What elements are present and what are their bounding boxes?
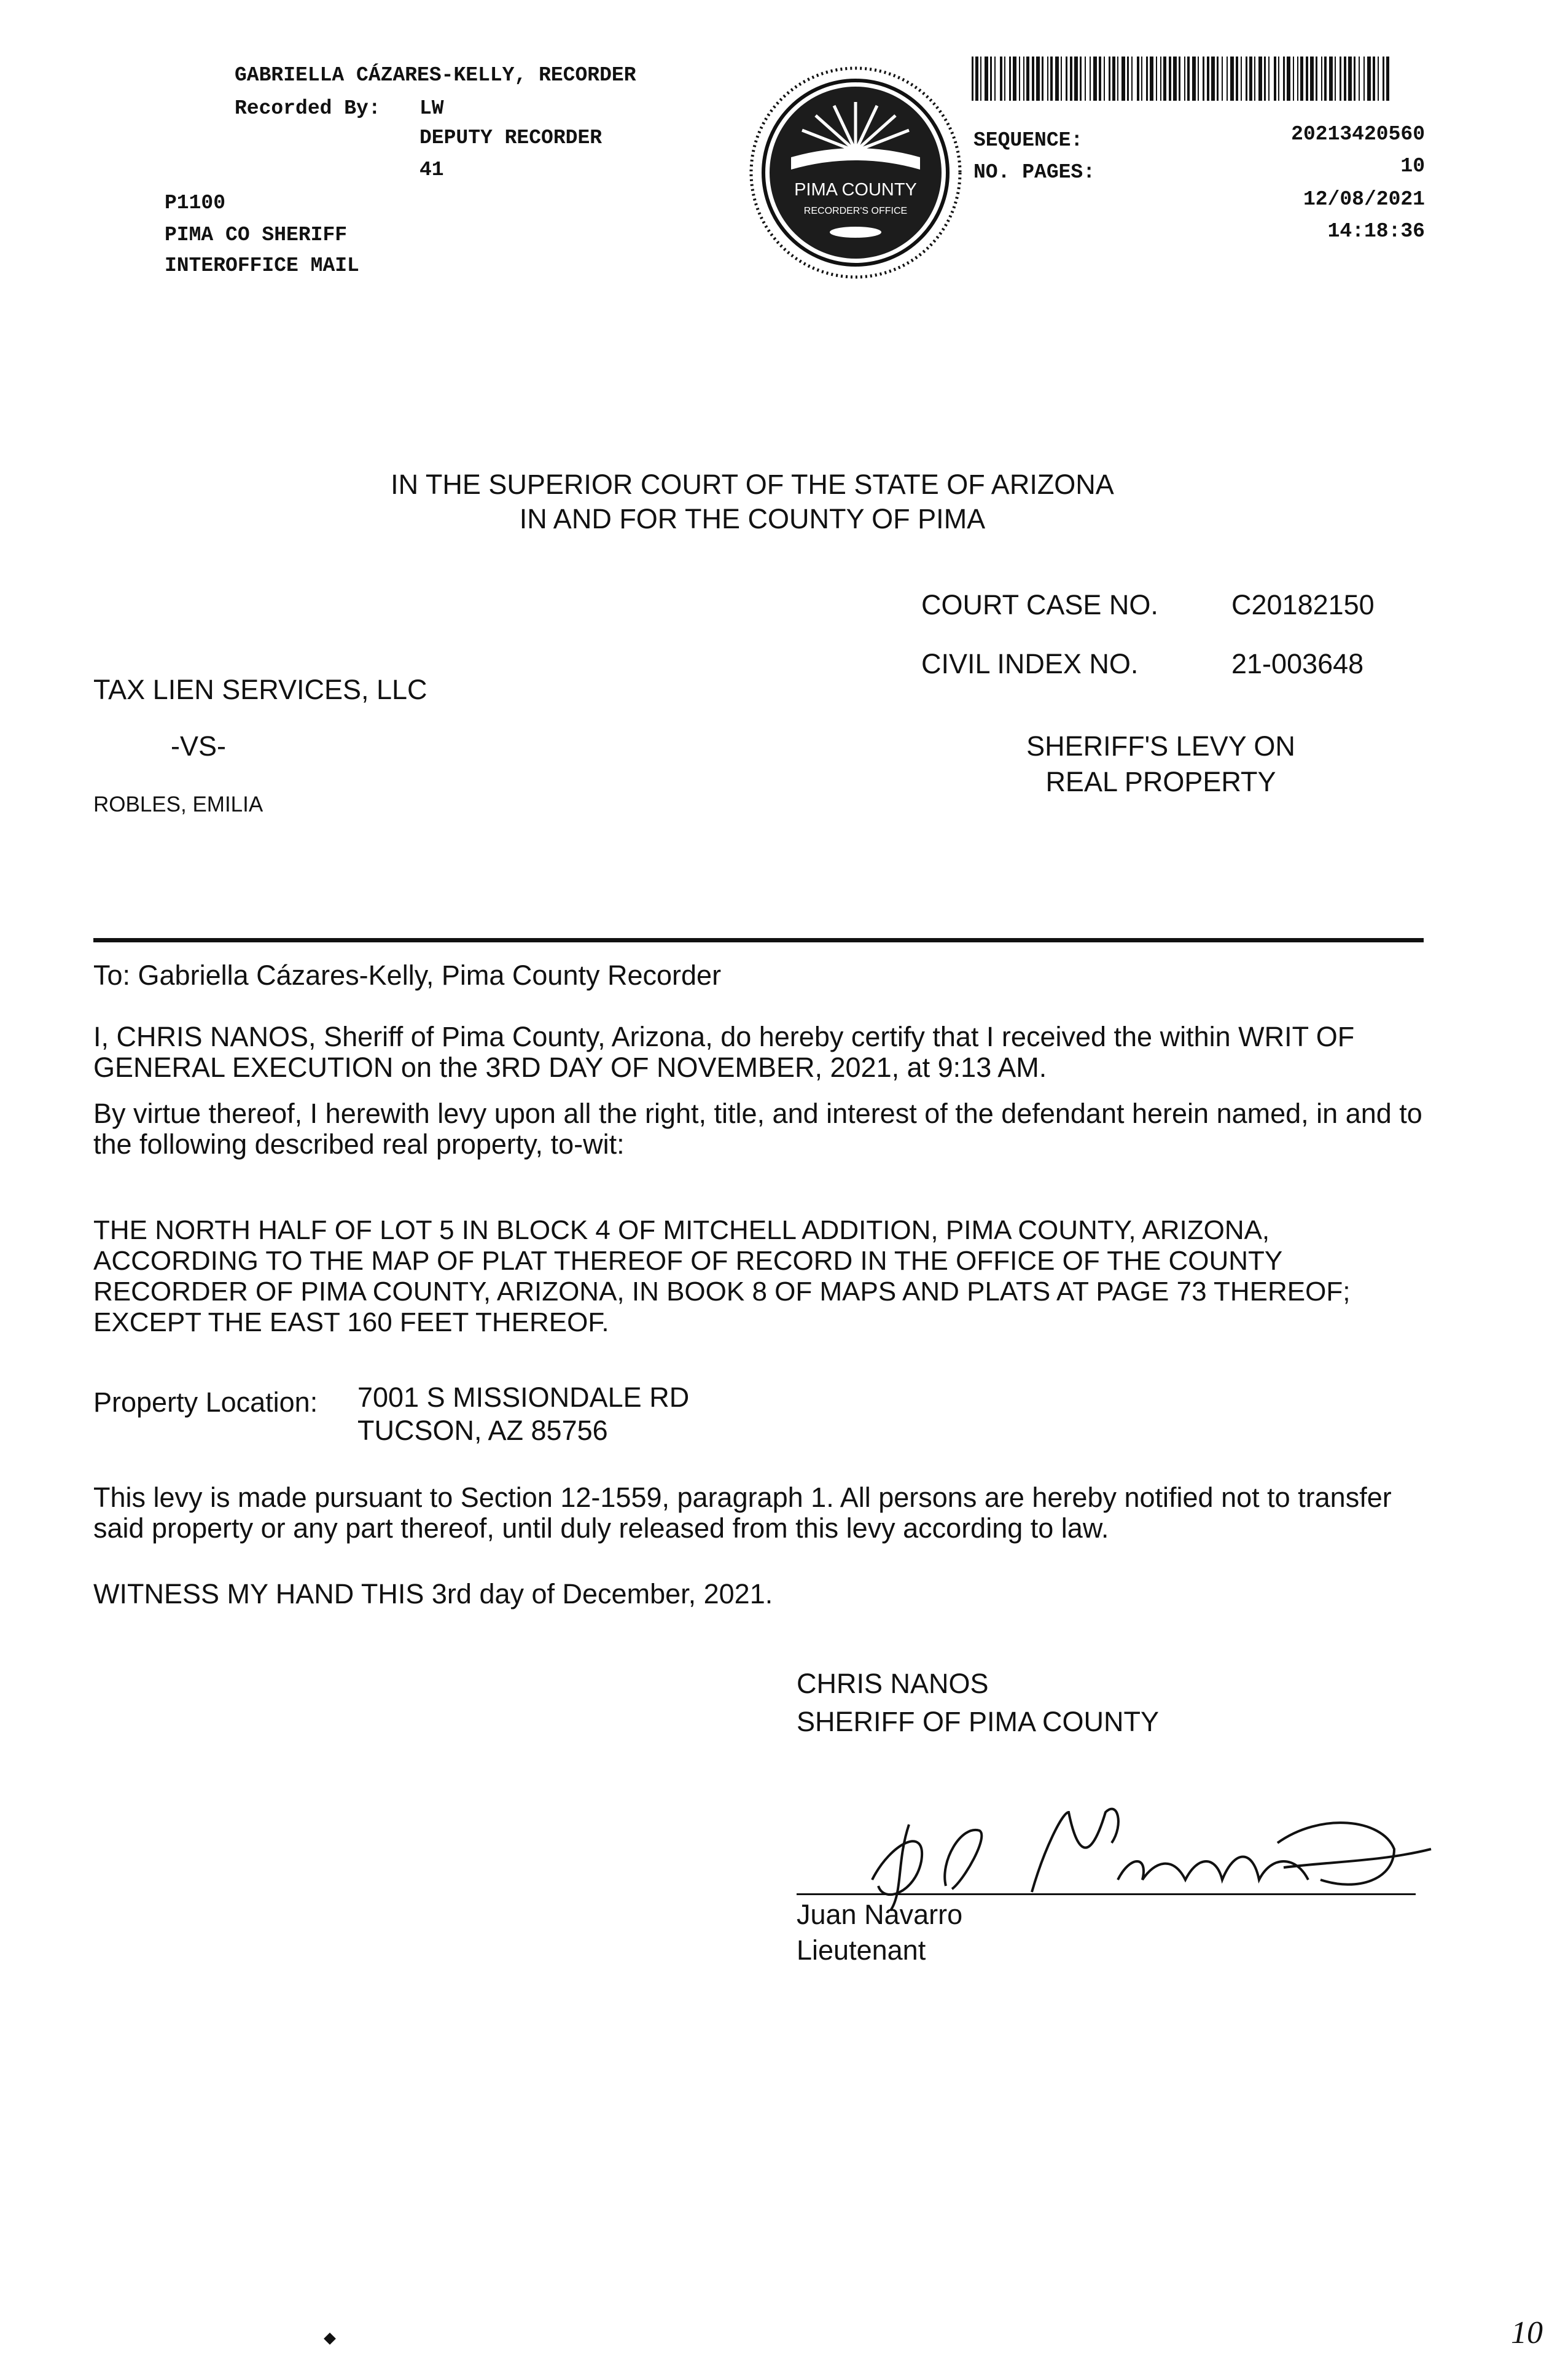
barcode-icon [972,57,1389,101]
recorder-name-line: GABRIELLA CÁZARES-KELLY, RECORDER [235,64,636,87]
certification-paragraph: I, CHRIS NANOS, Sheriff of Pima County, Arizona, do hereby certify that I received the within WRIT OF GENERAL EXECUTION on the 3RD DAY OF NOVEMBER, 2021, at 9:13 AM. [93,1021,1355,1083]
recording-date: 12/08/2021 [1303,188,1425,211]
court-name-line1: IN THE SUPERIOR COURT OF THE STATE OF ARIZONA [391,469,1114,500]
page-mark: 10 [1511,2315,1543,2350]
levy-paragraph: By virtue thereof, I herewith levy upon all the right, title, and interest of the defendant herein named, in and to the following described real property, to-wit: [93,1098,1422,1160]
sequence-label: SEQUENCE: [973,129,1083,152]
signer-title: Lieutenant [797,1934,926,1966]
property-location-label: Property Location: [93,1386,318,1418]
recorder-seal [748,65,963,280]
mark-dot-icon [324,2333,336,2345]
sequence-value: 20213420560 [1291,123,1425,146]
agency-line: PIMA CO SHERIFF [165,224,348,246]
civil-index-value: 21-003648 [1231,648,1364,679]
court-case-label: COURT CASE NO. [921,589,1158,620]
document-title-line2: REAL PROPERTY [1045,766,1276,797]
court-name-line2: IN AND FOR THE COUNTY OF PIMA [519,503,986,534]
deputy-recorder: DEPUTY RECORDER [419,127,603,149]
witness-line: WITNESS MY HAND THIS 3rd day of December, 2021. [93,1578,773,1609]
recording-time: 14:18:36 [1327,220,1425,243]
sheriff-title: SHERIFF OF PIMA COUNTY [797,1706,1160,1737]
legal-description: THE NORTH HALF OF LOT 5 IN BLOCK 4 OF MITCHELL ADDITION, PIMA COUNTY, ARIZONA, ACCORDING TO THE MAP OF PLAT THEREOF OF RECORD IN THE OFFICE OF THE COUNTY RECORDER OF PIMA COUNTY, ARIZONA, IN BOOK 8 OF MAPS AND PLATS AT PAGE 73 THEREOF; EXCEPT THE EAST 160 FEET THEREOF. [93,1215,1351,1337]
seal-text-sub: RECORDER'S OFFICE [803,206,908,216]
defendant: ROBLES, EMILIA [93,792,263,816]
document-title-line1: SHERIFF'S LEVY ON [1026,730,1295,762]
court-case-value: C20182150 [1231,589,1375,620]
recorder-code: P1100 [165,192,226,214]
deputy-number: 41 [419,158,444,181]
civil-index-label: CIVIL INDEX NO. [921,648,1139,679]
handwritten-signature [854,1788,1443,1917]
delivery-line: INTEROFFICE MAIL [165,254,359,277]
property-address-line2: TUCSON, AZ 85756 [357,1415,608,1446]
pages-label: NO. PAGES: [973,161,1096,184]
signer-name: Juan Navarro [797,1899,963,1930]
to-line: To: Gabriella Cázares-Kelly, Pima County Recorder [93,960,722,991]
recorded-by-label: Recorded By: [235,97,381,120]
pages-value: 10 [1400,155,1425,178]
versus: -VS- [171,730,226,762]
recorded-by-value: LW [419,97,444,120]
seal-emblem-icon [830,227,881,238]
signature-line [797,1893,1416,1895]
sheriff-name: CHRIS NANOS [797,1668,989,1699]
horizontal-rule [93,938,1424,942]
plaintiff: TAX LIEN SERVICES, LLC [93,674,427,705]
seal-text-main: PIMA COUNTY [794,180,917,200]
pursuant-paragraph: This levy is made pursuant to Section 12-1559, paragraph 1. All persons are hereby notified not to transfer said property or any part thereof, until duly released from this levy according to law. [93,1482,1392,1544]
property-address-line1: 7001 S MISSIONDALE RD [357,1382,690,1413]
